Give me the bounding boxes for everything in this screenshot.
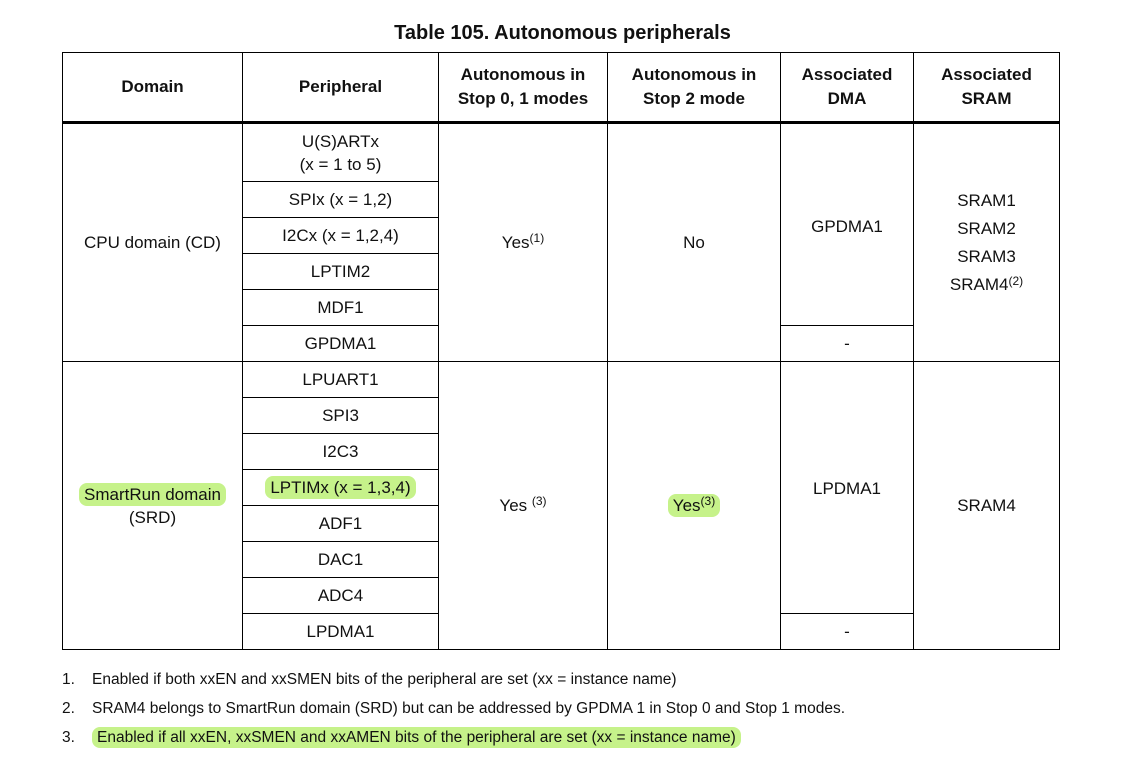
srd-dma-last-cell: - [781,614,914,650]
peripheral-cell: GPDMA1 [243,326,439,362]
header-peripheral: Peripheral [243,53,439,123]
sram-item: SRAM2 [957,218,1016,238]
cd-stop2-cell: No [608,123,781,362]
table-row [63,362,1060,398]
srd-sram-cell: SRAM4 [914,362,1060,650]
footnote: 3. Enabled if all xxEN, xxSMEN and xxAMEN bits of the peripheral are set (xx = instance name) [62,726,845,755]
sram-item: SRAM3 [957,246,1016,266]
peripheral-cell: ADF1 [243,506,439,542]
cd-dma-last-cell: - [781,326,914,362]
peripheral-cell: MDF1 [243,290,439,326]
peripheral-cell [243,470,439,506]
peripheral-cell: SPI3 [243,398,439,434]
cd-sram-cell [914,123,1060,362]
cd-domain-cell: CPU domain (CD) [63,123,243,362]
highlight-mark: SmartRun domain [79,483,226,506]
sram-item: SRAM4$^{(2)}$ [949,273,1024,294]
footnote: 1. Enabled if both xxEN and xxSMEN bits of the peripheral are set (xx = instance name) [62,671,677,688]
footnote: 2. SRAM4 belongs to SmartRun domain (SRD) but can be addressed by GPDMA 1 in Stop 0 and Stop 1 modes. [62,700,846,717]
autonomous-peripherals-table [62,52,1060,650]
header-dma: Associated DMA [781,53,914,123]
peripheral-cell: LPUART1 [243,362,439,398]
srd-dma-cell: LPDMA1 [781,362,914,614]
srd-domain-cell: SmartRun domain (SRD) [63,362,243,650]
peripheral-cell: I2C3 [243,434,439,470]
srd-stop01-cell: Yes $^{(3)}$ [439,362,608,650]
header-stop01: Autonomous in Stop 0, 1 modes [439,53,608,123]
header-domain: Domain [63,53,243,123]
peripheral-cell: ADC4 [243,578,439,614]
cd-stop01-cell: Yes$^{(1)}$ [439,123,608,362]
cd-dma-cell: GPDMA1 [781,123,914,326]
peripheral-cell: I2Cx (x = 1,2,4) [243,218,439,254]
peripheral-cell: DAC1 [243,542,439,578]
srd-stop2-cell [608,362,781,650]
peripheral-cell: LPDMA1 [243,614,439,650]
table-caption: Table 105. Autonomous peripherals [394,22,731,44]
table-row [63,123,1060,182]
highlight-mark: Yes$^{(3)}$ [668,494,720,517]
peripheral-cell: LPTIM2 [243,254,439,290]
highlight-mark: Enabled if all xxEN, xxSMEN and xxAMEN bits of the peripheral are set (xx = instance name) [92,727,741,748]
footnotes [62,668,845,755]
peripheral-cell: SPIx (x = 1,2) [243,182,439,218]
header-row [63,53,1060,123]
peripheral-cell: U(S)ARTx (x = 1 to 5) [243,123,439,182]
sram-item: SRAM1 [957,190,1016,210]
highlight-mark: LPTIMx (x = 1,3,4) [265,476,415,499]
header-sram: Associated SRAM [914,53,1060,123]
header-stop2: Autonomous in Stop 2 mode [608,53,781,123]
